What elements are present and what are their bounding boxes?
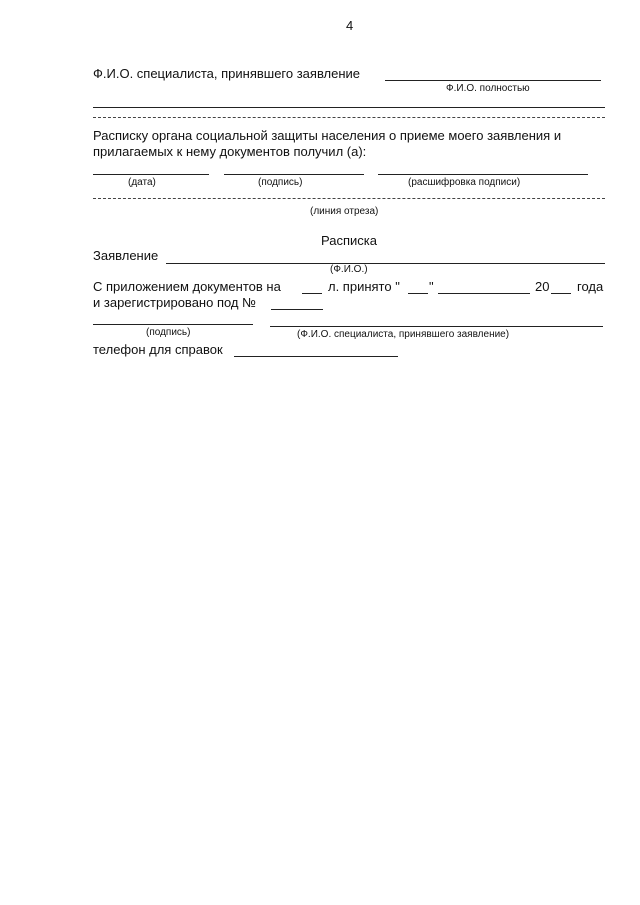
specialist-label: Ф.И.О. специалиста, принявшего заявление (93, 66, 361, 81)
month-line (438, 293, 530, 294)
day-line (408, 293, 428, 294)
application-fio-line (166, 263, 605, 264)
fio-caption: (Ф.И.О.) (330, 264, 368, 275)
quote-close: " (429, 279, 434, 294)
pages-count-line (302, 293, 322, 294)
cut-line (93, 198, 605, 199)
registration-number-line (271, 309, 323, 310)
phone-label: телефон для справок (93, 342, 223, 357)
year-prefix: 20 (535, 279, 550, 294)
decoding-caption: (расшифровка подписи) (408, 177, 521, 188)
raspiska-title: Расписка (321, 233, 377, 248)
raspiska-signature-caption: (подпись) (146, 327, 191, 338)
date-caption: (дата) (128, 177, 156, 188)
specialist-continuation-line (93, 107, 605, 108)
docs-accepted-text: л. принято " (328, 279, 400, 294)
receipt-text-line-2: прилагаемых к нему документов получил (а): (93, 144, 367, 159)
phone-line (234, 356, 398, 357)
docs-prefix: С приложением документов на (93, 279, 281, 294)
year-line (551, 293, 571, 294)
specialist-name-caption: Ф.И.О. полностью (446, 83, 530, 94)
separator-dashed-line (93, 117, 605, 118)
cut-line-caption: (линия отреза) (310, 206, 379, 217)
raspiska-specialist-caption: (Ф.И.О. специалиста, принявшего заявление) (297, 329, 510, 340)
application-label: Заявление (93, 248, 159, 263)
decoding-line (378, 174, 588, 175)
signature-line (224, 174, 364, 175)
year-suffix: года (577, 279, 604, 294)
receipt-text-line-1: Расписку органа социальной защиты населения о приеме моего заявления и (93, 128, 562, 143)
page-number: 4 (346, 18, 354, 33)
specialist-name-line (385, 80, 601, 81)
registered-label: и зарегистрировано под № (93, 295, 257, 310)
date-line (93, 174, 209, 175)
raspiska-specialist-line (270, 326, 603, 327)
signature-caption: (подпись) (258, 177, 303, 188)
raspiska-signature-line (93, 324, 253, 325)
